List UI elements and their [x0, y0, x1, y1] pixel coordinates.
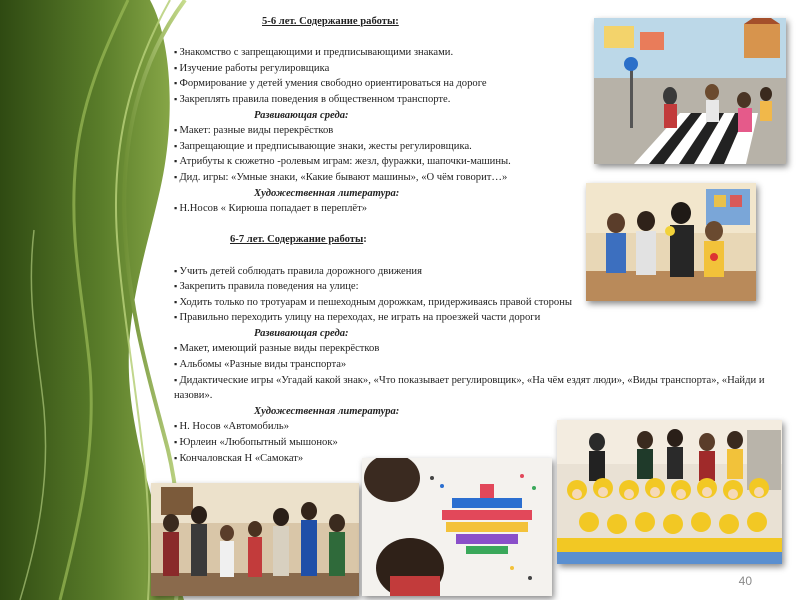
photo-children-teacher: [586, 183, 756, 301]
section1-work-item: ▪ Формирование у детей умения свободно ориентироваться на дороге: [174, 76, 774, 92]
section1-env-heading: Развивающая среда:: [254, 109, 349, 121]
section1-lit-item: ▪ Н.Носов « Кирюша попадает в переплёт»: [174, 201, 774, 217]
section1-work-item: ▪ Изучение работы регулировщика: [174, 61, 774, 77]
section2-work-item: ▪ Учить детей соблюдать правила дорожного движения: [174, 264, 774, 280]
section2-title-colon: :: [363, 234, 367, 246]
section2-lit-item: ▪ Юрлеин «Любопытный мышонок»: [174, 435, 774, 451]
section2-work-item: ▪ Ходить только по тротуарам и пешеходным дорожкам, придерживаясь правой стороны: [174, 295, 774, 311]
section2-work-item: ▪ Правильно переходить улицу на переходах, не играть на проезжей части дороги: [174, 310, 774, 326]
section2-env-item: ▪ Макет, имеющий разные виды перекрёстков: [174, 341, 774, 357]
photo-classroom-crosswalk: [594, 18, 786, 164]
section2-lit-heading: Художественная литература:: [254, 405, 400, 417]
section1-work-item: ▪ Закреплять правила поведения в общественном транспорте.: [174, 92, 774, 108]
section2-lit-item: ▪ Кончаловская Н «Самокат»: [174, 451, 774, 467]
section2-lit-item: ▪ Н. Носов «Автомобиль»: [174, 419, 774, 435]
section1-env-item: ▪ Макет: разные виды перекрёстков: [174, 123, 774, 139]
section2-env-item: ▪ Альбомы «Разные виды транспорта»: [174, 357, 774, 373]
photo-mosaic-craft: [362, 458, 552, 596]
photo-costumed-group: [151, 483, 359, 596]
section2-env-heading: Развивающая среда:: [254, 327, 349, 339]
section1-env-item: ▪ Атрибуты к сюжетно -ролевым играм: жезл, фуражки, шапочки-машины.: [174, 154, 774, 170]
photo-group-portrait: [557, 420, 782, 564]
section1-env-item: ▪ Дид. игры: «Умные знаки, «Какие бывают машины», «О чём говорит…»: [174, 170, 774, 186]
section2-env-item: ▪ Дидактические игры «Угадай какой знак», «Что показывает регулировщик», «На чём ездят люди», «Виды транспорта», «Найди и назови».: [174, 373, 774, 404]
slide-number: 40: [738, 574, 752, 588]
section1-work-item: ▪ Знакомство с запрещающими и предписывающими знаками.: [174, 45, 774, 61]
section1-env-item: ▪ Запрещающие и предписывающие знаки, жесты регулировщика.: [174, 139, 774, 155]
section2-title: 6-7 лет. Содержание работы: [230, 234, 364, 246]
section1-lit-heading: Художественная литература:: [254, 187, 400, 199]
section1-title: 5-6 лет. Содержание работы:: [262, 16, 399, 27]
section2-work-item: ▪ Закрепить правила поведения на улице:: [174, 279, 774, 295]
